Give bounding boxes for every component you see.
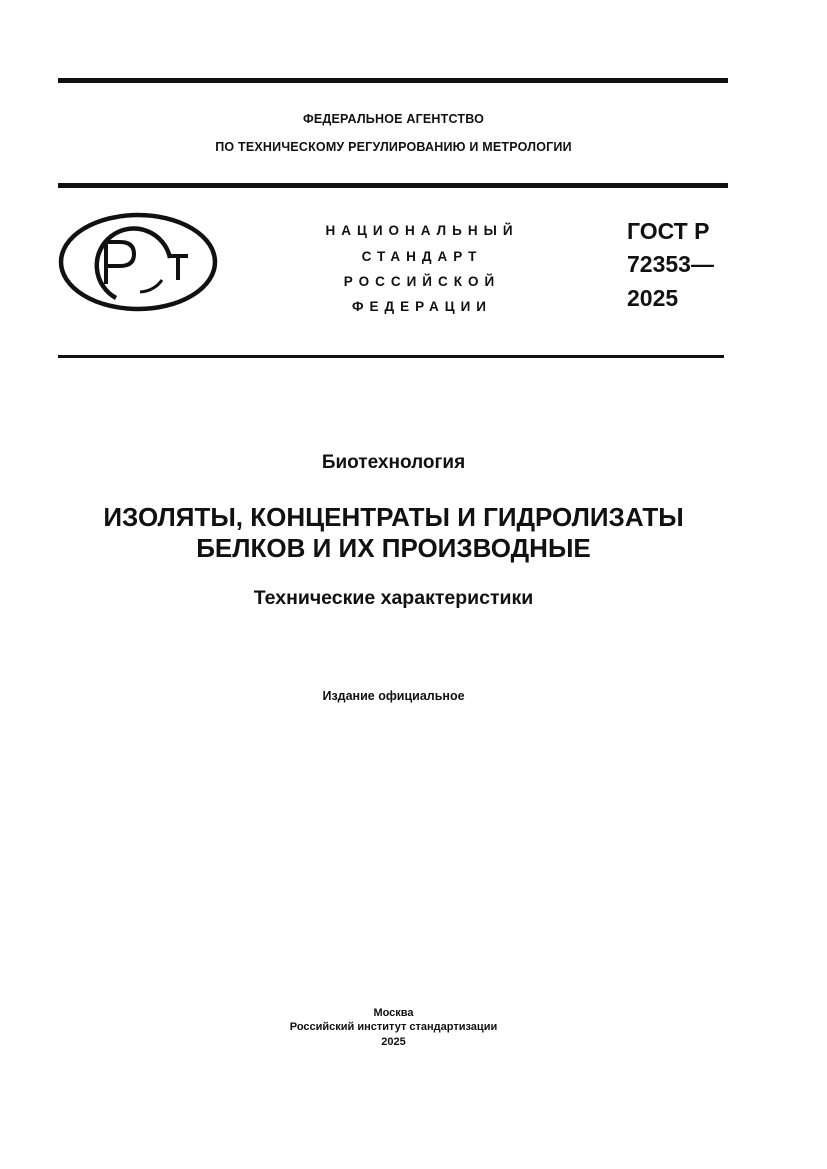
agency-name-line2: ПО ТЕХНИЧЕСКОМУ РЕГУЛИРОВАНИЮ И МЕТРОЛОГИИ <box>215 140 572 154</box>
top-rule <box>58 78 728 83</box>
rst-certification-mark-icon <box>58 212 218 312</box>
document-title-line1: ИЗОЛЯТЫ, КОНЦЕНТРАТЫ И ГИДРОЛИЗАТЫ <box>103 502 684 532</box>
publisher-year: 2025 <box>381 1036 406 1048</box>
designation-line3: 2025 <box>627 285 679 311</box>
header-rule <box>58 183 728 188</box>
publisher-name: Российский институт стандартизации <box>289 1021 498 1033</box>
standard-type-line4: ФЕДЕРАЦИИ <box>352 299 492 314</box>
designation-line2: 72353— <box>627 251 714 277</box>
agency-name-line1: ФЕДЕРАЛЬНОЕ АГЕНТСТВО <box>302 112 485 126</box>
publisher-city: Москва <box>373 1007 414 1019</box>
standard-type-line1: НАЦИОНАЛЬНЫЙ <box>325 223 519 238</box>
document-subtitle: Технические характеристики <box>253 587 534 609</box>
standard-type-line3: РОССИЙСКОЙ <box>343 274 501 289</box>
designation-line1: ГОСТ Р <box>627 218 710 244</box>
edition-label: Издание официальное <box>322 689 465 703</box>
document-title-line2: БЕЛКОВ И ИХ ПРОИЗВОДНЫЕ <box>196 533 591 563</box>
standard-type-line2: СТАНДАРТ <box>361 249 483 264</box>
document-subject: Биотехнология <box>321 452 466 473</box>
designation-rule <box>58 355 724 358</box>
